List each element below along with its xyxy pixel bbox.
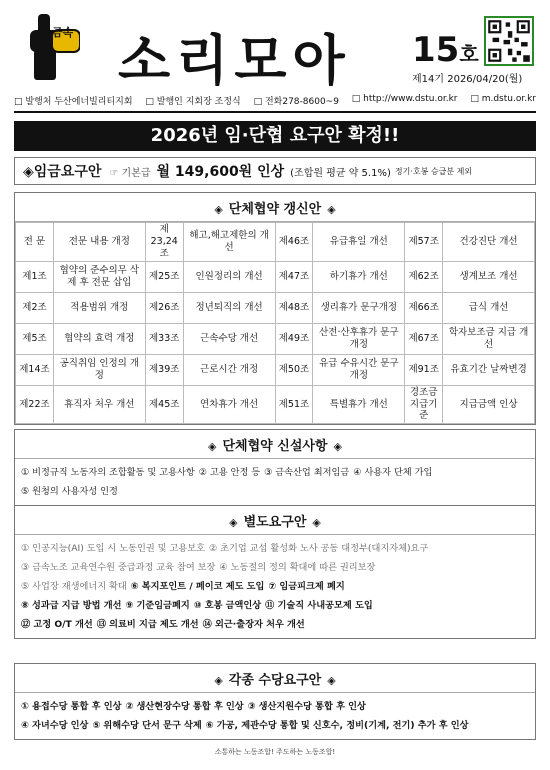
list-item bbox=[125, 600, 189, 611]
publisher: □ 발행처 두산에너빌리티지회 bbox=[14, 94, 133, 107]
item-text: 성과급 지급 방법 개선 bbox=[31, 600, 122, 611]
wage-demand bbox=[14, 157, 536, 185]
item-number: ⑤ bbox=[21, 486, 30, 497]
list-item bbox=[199, 467, 260, 478]
table-row bbox=[16, 323, 535, 354]
item-text: 생산지원수당 통합 후 인상 bbox=[258, 701, 366, 712]
item-text: 생산현장수당 통합 후 인상 bbox=[136, 701, 244, 712]
article-change: 지급금액 인상 bbox=[443, 385, 535, 424]
item-number: ⑤ bbox=[92, 720, 101, 731]
new-items-title: 단체협약 신설사항 bbox=[222, 439, 328, 454]
wage-note: (조합원 평균 약 5.1%) bbox=[290, 167, 391, 179]
article-change: 해고,해고제한의 개선 bbox=[183, 223, 275, 262]
article-change: 하기휴가 개선 bbox=[313, 261, 405, 292]
list-item bbox=[21, 600, 121, 611]
item-line bbox=[21, 539, 529, 558]
allowances-section bbox=[14, 663, 536, 740]
item-number: ④ bbox=[21, 720, 29, 731]
article-number: 제23,24조 bbox=[145, 223, 183, 262]
list-item bbox=[248, 701, 366, 712]
article-number: 제14조 bbox=[16, 354, 54, 385]
article-number: 제48조 bbox=[275, 292, 313, 323]
article-change: 급식 개선 bbox=[443, 292, 535, 323]
item-line bbox=[21, 558, 529, 577]
list-item bbox=[21, 720, 88, 731]
headline: 2026년 임·단협 요구안 확정!! bbox=[14, 121, 536, 151]
article-change: 적용범위 개정 bbox=[53, 292, 145, 323]
list-item bbox=[92, 720, 201, 731]
item-number: ① bbox=[21, 701, 29, 712]
item-number: ③ bbox=[247, 701, 256, 712]
article-change: 전문 내용 개정 bbox=[53, 223, 145, 262]
section-header: ◈ 단체협약 갱신안 ◈ bbox=[15, 193, 535, 222]
article-change: 건강진단 개선 bbox=[443, 223, 535, 262]
section-header: ◈ 단체협약 신설사항 ◈ bbox=[15, 430, 535, 459]
list-item bbox=[21, 619, 93, 630]
item-number: ② bbox=[198, 467, 207, 478]
item-number: ④ bbox=[219, 562, 228, 573]
article-change: 협약의 효력 개정 bbox=[53, 323, 145, 354]
table-row bbox=[16, 354, 535, 385]
list-item bbox=[21, 486, 118, 497]
article-number: 제62조 bbox=[405, 261, 443, 292]
list-item bbox=[21, 562, 215, 573]
article-number: 제91조 bbox=[405, 354, 443, 385]
article-change: 유급휴일 개선 bbox=[313, 223, 405, 262]
item-text: 외근·출장자 처우 개선 bbox=[215, 619, 305, 630]
item-text: 고용 안정 등 bbox=[209, 467, 261, 478]
item-number: ④ bbox=[353, 467, 362, 478]
table-row bbox=[16, 223, 535, 262]
renewal-title: 단체협약 갱신안 bbox=[228, 202, 322, 217]
list-item bbox=[21, 581, 127, 592]
list-item bbox=[219, 562, 375, 573]
list-item bbox=[97, 619, 199, 630]
item-line bbox=[21, 615, 529, 634]
article-change: 근로시간 개정 bbox=[183, 354, 275, 385]
item-number: ⑭ bbox=[202, 619, 212, 630]
new-items-list bbox=[15, 459, 535, 505]
item-text: 호봉 금액인상 bbox=[204, 600, 262, 611]
article-number: 제57조 bbox=[405, 223, 443, 262]
article-change: 산전·산후휴가 문구개정 bbox=[313, 323, 405, 354]
renewal-section bbox=[14, 192, 536, 425]
list-item bbox=[209, 543, 428, 554]
item-number: ⑨ bbox=[125, 600, 134, 611]
item-number: ⑦ bbox=[268, 581, 277, 592]
issue-number-suffix: 호 bbox=[459, 42, 479, 66]
item-text: 복지포인트 / 페이코 제도 도입 bbox=[141, 581, 265, 592]
item-line bbox=[21, 463, 529, 482]
list-item bbox=[21, 467, 195, 478]
item-text: 인공지능(AI) 도입 시 노동인권 및 고용보호 bbox=[32, 543, 205, 554]
article-number: 제25조 bbox=[145, 261, 183, 292]
item-text: 초기업 교섭 활성화 노사 공동 대정부(대지자체)요구 bbox=[220, 543, 429, 554]
article-number: 제22조 bbox=[16, 385, 54, 424]
list-item bbox=[21, 701, 121, 712]
item-number: ③ bbox=[21, 562, 30, 573]
separate-demands-section bbox=[14, 505, 536, 639]
item-text: 금속노조 교육연수원 중급과정 교육 참여 보장 bbox=[32, 562, 216, 573]
mobile-website-link[interactable]: □ m.dstu.or.kr bbox=[470, 94, 536, 107]
allowances-list bbox=[15, 693, 535, 739]
article-number: 제49조 bbox=[275, 323, 313, 354]
article-change: 특별휴가 개선 bbox=[313, 385, 405, 424]
logo-text: 금속 bbox=[52, 26, 74, 39]
item-number: ⑪ bbox=[265, 600, 275, 611]
list-item bbox=[21, 543, 205, 554]
wage-amount: 월 149,600원 인상 bbox=[156, 164, 285, 180]
separate-demands-list bbox=[15, 535, 535, 638]
issuer: □ 발행인 지회장 조정식 bbox=[145, 94, 240, 107]
item-text: 사업장 재생에너지 확대 bbox=[32, 581, 127, 592]
issue-number bbox=[412, 30, 479, 70]
wage-title: ◈임금요구안 bbox=[23, 164, 102, 180]
item-text: 원청의 사용자성 인정 bbox=[32, 486, 118, 497]
article-change: 정년퇴직의 개선 bbox=[183, 292, 275, 323]
table-row bbox=[16, 261, 535, 292]
article-number: 제46조 bbox=[275, 223, 313, 262]
issue-date: 제14기 2026/04/20(월) bbox=[412, 74, 523, 85]
item-number: ① bbox=[21, 543, 30, 554]
item-line bbox=[21, 596, 529, 615]
item-number: ① bbox=[21, 467, 30, 478]
article-number: 제50조 bbox=[275, 354, 313, 385]
qr-code-icon[interactable] bbox=[484, 16, 534, 66]
item-number: ⑥ bbox=[130, 581, 139, 592]
article-number: 제26조 bbox=[145, 292, 183, 323]
website-link[interactable]: □ http://www.dstu.or.kr bbox=[352, 94, 458, 107]
newsletter-title: 소리모아 bbox=[118, 29, 351, 92]
article-change: 협약의 준수의무 삭제 후 전문 삽입 bbox=[53, 261, 145, 292]
table-row bbox=[16, 292, 535, 323]
article-number: 제66조 bbox=[405, 292, 443, 323]
article-number: 제45조 bbox=[145, 385, 183, 424]
separate-title: 별도요구안 bbox=[243, 515, 307, 530]
item-number: ⑩ bbox=[193, 600, 202, 611]
item-text: 자녀수당 인상 bbox=[31, 720, 89, 731]
item-text: 용접수당 통합 후 인상 bbox=[31, 701, 122, 712]
article-number: 제39조 bbox=[145, 354, 183, 385]
item-number: ⑬ bbox=[96, 619, 106, 630]
list-item bbox=[264, 467, 349, 478]
item-number: ⑧ bbox=[21, 600, 29, 611]
item-number: ② bbox=[125, 701, 134, 712]
list-item bbox=[206, 720, 469, 731]
article-number: 제5조 bbox=[16, 323, 54, 354]
article-change: 공직취임 인정의 개정 bbox=[53, 354, 145, 385]
item-text: 노동절의 정의 확대에 따른 권리보장 bbox=[230, 562, 376, 573]
article-change: 유급 수유시간 문구개정 bbox=[313, 354, 405, 385]
item-text: 임금피크제 폐지 bbox=[279, 581, 345, 592]
article-change: 휴직자 처우 개선 bbox=[53, 385, 145, 424]
table-row bbox=[16, 385, 535, 424]
new-items-section bbox=[14, 429, 536, 506]
renewal-table bbox=[15, 222, 535, 424]
article-number: 전 문 bbox=[16, 223, 54, 262]
item-text: 사용자 단체 가입 bbox=[364, 467, 433, 478]
item-number: ⑤ bbox=[21, 581, 30, 592]
wage-label: ☞ 기본급 bbox=[109, 167, 151, 179]
allowances-title: 각종 수당요구안 bbox=[228, 673, 322, 688]
item-text: 의료비 지급 제도 개선 bbox=[109, 619, 199, 630]
list-item bbox=[125, 701, 243, 712]
masthead bbox=[14, 10, 536, 92]
item-number: ⑫ bbox=[21, 619, 31, 630]
article-number: 제2조 bbox=[16, 292, 54, 323]
article-number: 제51조 bbox=[275, 385, 313, 424]
item-text: 기술직 사내공모제 도입 bbox=[277, 600, 373, 611]
item-line bbox=[21, 716, 529, 735]
item-text: 금속산업 최저임금 bbox=[275, 467, 350, 478]
item-line bbox=[21, 577, 529, 596]
item-text: 위해수당 단서 문구 삭제 bbox=[103, 720, 202, 731]
article-number: 제67조 bbox=[405, 323, 443, 354]
list-item bbox=[203, 619, 305, 630]
article-change: 생리휴가 문구개정 bbox=[313, 292, 405, 323]
item-text: 기준임금폐지 bbox=[136, 600, 190, 611]
section-header: ◈ 별도요구안 ◈ bbox=[15, 506, 535, 535]
article-change: 연차휴가 개선 bbox=[183, 385, 275, 424]
wage-note-2: 정기·호봉 승급분 제외 bbox=[394, 166, 473, 176]
issue-number-value: 15 bbox=[412, 30, 460, 70]
list-item bbox=[131, 581, 265, 592]
footer-slogan: 소통하는 노동조합! 주도하는 노동조합! bbox=[214, 748, 336, 756]
item-text: 가공, 제관수당 통합 및 신호수, 정비(기계, 전기) 추가 후 인상 bbox=[216, 720, 469, 731]
article-change: 인원정리의 개선 bbox=[183, 261, 275, 292]
article-change: 근속수당 개선 bbox=[183, 323, 275, 354]
article-change: 생계보조 개선 bbox=[443, 261, 535, 292]
article-number: 제47조 bbox=[275, 261, 313, 292]
list-item bbox=[268, 581, 344, 592]
item-number: ⑥ bbox=[205, 720, 214, 731]
item-number: ② bbox=[208, 543, 218, 554]
item-text: 고정 O/T 개선 bbox=[33, 619, 93, 630]
article-change: 유효기간 날짜변경 bbox=[443, 354, 535, 385]
article-number: 제33조 bbox=[145, 323, 183, 354]
article-change: 학자보조금 지급 개선 bbox=[443, 323, 535, 354]
list-item bbox=[265, 600, 373, 611]
item-line bbox=[21, 482, 529, 501]
article-number: 경조금 지급기준 bbox=[405, 385, 443, 424]
item-number: ③ bbox=[264, 467, 273, 478]
section-header: ◈ 각종 수당요구안 ◈ bbox=[15, 664, 535, 693]
phone: □ 전화278-8600~9 bbox=[254, 94, 339, 107]
item-line bbox=[21, 697, 529, 716]
publisher-bar bbox=[14, 94, 536, 113]
article-number: 제1조 bbox=[16, 261, 54, 292]
list-item bbox=[194, 600, 261, 611]
item-text: 비정규직 노동자의 조합활동 및 고용사항 bbox=[32, 467, 195, 478]
list-item bbox=[353, 467, 432, 478]
